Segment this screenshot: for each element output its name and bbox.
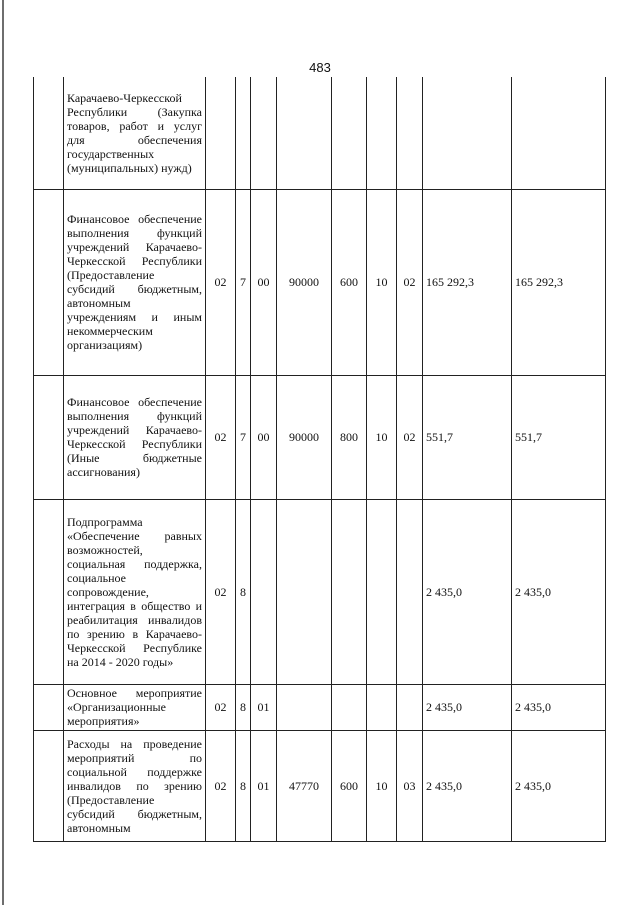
code-cell: 90000 xyxy=(277,375,332,499)
code-cell xyxy=(236,77,251,189)
row-blank-cell xyxy=(34,730,64,841)
page-number: 483 xyxy=(309,60,331,75)
code-cell: 7 xyxy=(236,375,251,499)
code-cell: 02 xyxy=(206,730,236,841)
code-cell xyxy=(397,684,423,730)
amount-cell: 2 435,0 xyxy=(423,730,512,841)
code-cell: 02 xyxy=(206,499,236,684)
code-cell: 8 xyxy=(236,499,251,684)
code-cell: 8 xyxy=(236,730,251,841)
code-cell: 00 xyxy=(251,189,277,375)
row-name: Основное мероприятие «Организационные мероприятия» xyxy=(64,684,206,730)
code-cell: 01 xyxy=(251,684,277,730)
code-cell xyxy=(206,77,236,189)
table-row xyxy=(34,375,606,499)
amount-cell: 2 435,0 xyxy=(423,684,512,730)
budget-table xyxy=(33,77,606,842)
code-cell: 90000 xyxy=(277,189,332,375)
amount-cell: 2 435,0 xyxy=(423,499,512,684)
code-cell: 600 xyxy=(332,189,367,375)
row-blank-cell xyxy=(34,77,64,189)
row-name: Финансовое обеспечение выполнения функций учреждений Карачаево-Черкесской Республики (Предоставление субсидий бюджетным, автономным учреждениям и иным некоммерческим организациям) xyxy=(64,189,206,375)
code-cell: 800 xyxy=(332,375,367,499)
code-cell: 600 xyxy=(332,730,367,841)
table-row xyxy=(34,77,606,189)
code-cell xyxy=(367,499,397,684)
amount-cell xyxy=(512,77,606,189)
amount-cell: 551,7 xyxy=(512,375,606,499)
row-name: Карачаево-Черкесской Республики (Закупка товаров, работ и услуг для обеспечения государственных (муниципальных) нужд) xyxy=(64,77,206,189)
code-cell xyxy=(277,77,332,189)
amount-cell: 2 435,0 xyxy=(512,684,606,730)
amount-cell: 165 292,3 xyxy=(423,189,512,375)
amount-cell: 165 292,3 xyxy=(512,189,606,375)
row-blank-cell xyxy=(34,499,64,684)
amount-cell: 551,7 xyxy=(423,375,512,499)
row-blank-cell xyxy=(34,684,64,730)
amount-cell: 2 435,0 xyxy=(512,499,606,684)
code-cell: 7 xyxy=(236,189,251,375)
code-cell xyxy=(332,499,367,684)
code-cell: 01 xyxy=(251,730,277,841)
code-cell: 02 xyxy=(206,189,236,375)
code-cell xyxy=(332,77,367,189)
row-name: Расходы на проведение мероприятий по социальной поддержке инвалидов по зрению (Предоставление субсидий бюджетным, автономным xyxy=(64,730,206,841)
code-cell: 02 xyxy=(206,375,236,499)
code-cell xyxy=(332,684,367,730)
code-cell: 02 xyxy=(397,189,423,375)
code-cell: 10 xyxy=(367,189,397,375)
table-row xyxy=(34,730,606,841)
table-row xyxy=(34,499,606,684)
code-cell: 8 xyxy=(236,684,251,730)
code-cell xyxy=(277,499,332,684)
row-blank-cell xyxy=(34,375,64,499)
code-cell: 03 xyxy=(397,730,423,841)
code-cell: 00 xyxy=(251,375,277,499)
code-cell: 10 xyxy=(367,375,397,499)
amount-cell xyxy=(423,77,512,189)
code-cell: 10 xyxy=(367,730,397,841)
code-cell xyxy=(251,499,277,684)
row-name: Подпрограмма «Обеспечение равных возможностей, социальная поддержка, социальное сопровождение, интеграция в общество и реабилитация инвалидов по зрению в Карачаево-Черкесской Республике на 2014 - 2020 годы» xyxy=(64,499,206,684)
code-cell xyxy=(367,684,397,730)
table-row xyxy=(34,189,606,375)
code-cell xyxy=(397,77,423,189)
row-blank-cell xyxy=(34,189,64,375)
code-cell xyxy=(397,499,423,684)
code-cell xyxy=(277,684,332,730)
table-row xyxy=(34,684,606,730)
code-cell: 02 xyxy=(397,375,423,499)
amount-cell: 2 435,0 xyxy=(512,730,606,841)
code-cell: 02 xyxy=(206,684,236,730)
scan-left-edge xyxy=(2,0,4,905)
code-cell xyxy=(367,77,397,189)
row-name: Финансовое обеспечение выполнения функций учреждений Карачаево-Черкесской Республики (Иные бюджетные ассигнования) xyxy=(64,375,206,499)
code-cell: 47770 xyxy=(277,730,332,841)
code-cell xyxy=(251,77,277,189)
